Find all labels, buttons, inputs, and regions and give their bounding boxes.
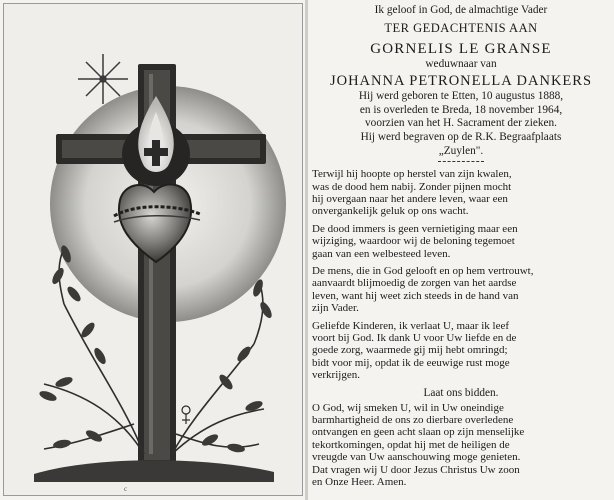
detail-line: voorzien van het H. Sacrament der zieken. bbox=[365, 117, 557, 130]
text-line: tekortkomingen, opdat hij met de heiligen de bbox=[312, 438, 510, 451]
widower-of: weduwnaar van bbox=[425, 57, 497, 70]
text-line: goede zorg, waarmede gij mij hebt omringd; bbox=[312, 344, 508, 357]
text-line: gaan van een welbesteed leven. bbox=[312, 247, 451, 260]
paragraph bbox=[312, 168, 610, 218]
text-line: vreugde van Uw aanschouwing moge genieten. bbox=[312, 451, 521, 464]
spouse-name: JOHANNA PETRONELLA DANKERS bbox=[329, 73, 593, 90]
text-line: leven, want hij weet zich steeds in de hand van bbox=[312, 289, 519, 302]
text-line: wijziging, waardoor wij de beloning tegemoet bbox=[312, 235, 515, 248]
memorial-text bbox=[312, 4, 610, 496]
panel-divider bbox=[305, 0, 308, 500]
text-line: was de dood hem nabij. Zonder pijnen mocht bbox=[312, 180, 512, 193]
paragraph bbox=[312, 320, 610, 382]
text-line: Dat vragen wij U door Jezus Christus Uw zoon bbox=[312, 463, 520, 476]
detail-line: Hij werd geboren te Etten, 10 augustus 1888, bbox=[358, 90, 564, 103]
detail-line: en is overleden te Breda, 18 november 1964, bbox=[359, 103, 563, 116]
text-line: De mens, die in God gelooft en op hem vertrouwt, bbox=[312, 265, 534, 277]
text-line: verkrijgen. bbox=[312, 369, 360, 382]
text-line: hij overgaan naar het andere leven, waar een bbox=[312, 192, 508, 205]
text-line: bidt voor mij, opdat ik de eeuwige rust moge bbox=[312, 356, 510, 369]
text-line: zijn Vader. bbox=[312, 302, 359, 315]
text-line: barmhartigheid de ons zo dierbare overledene bbox=[312, 414, 514, 427]
text-line: Terwijl hij hoopte op herstel van zijn kwalen, bbox=[312, 168, 512, 181]
deceased-name: GORNELIS LE GRANSE bbox=[370, 40, 552, 57]
separator-rule bbox=[438, 161, 484, 162]
printer-mark: c bbox=[124, 485, 128, 493]
prayer bbox=[312, 402, 610, 489]
text-line: voort bij God. Ik dank U voor Uw liefde en de bbox=[312, 332, 517, 345]
detail-line: Hij werd begraven op de R.K. Begraafplaats bbox=[360, 130, 562, 143]
text-line: onvergankelijk geluk op ons wacht. bbox=[312, 205, 469, 218]
text-line: Geliefde Kinderen, ik verlaat U, maar ik leef bbox=[312, 319, 509, 332]
paragraph bbox=[312, 223, 610, 260]
opening-line: Ik geloof in God, de almachtige Vader bbox=[374, 4, 548, 16]
text-line: De dood immers is geen vernietiging maar een bbox=[312, 222, 518, 235]
detail-line: „Zuylen". bbox=[438, 144, 484, 157]
memorial-heading: TER GEDACHTENIS AAN bbox=[384, 20, 538, 35]
life-details bbox=[312, 90, 610, 158]
prayer-heading: Laat ons bidden. bbox=[423, 386, 499, 399]
memorial-illustration bbox=[3, 3, 303, 496]
text-line: en Onze Heer. Amen. bbox=[312, 476, 407, 489]
text-line: O God, wij smeken U, wil in Uw oneindige bbox=[312, 401, 504, 414]
text-line: ontvangen en geen acht slaan op zijn menselijke bbox=[312, 426, 525, 439]
cross-with-sacred-heart-image bbox=[4, 4, 302, 495]
text-line: aanvaardt blijmoedig de zorgen van het aardse bbox=[312, 277, 517, 290]
paragraph bbox=[312, 265, 610, 315]
